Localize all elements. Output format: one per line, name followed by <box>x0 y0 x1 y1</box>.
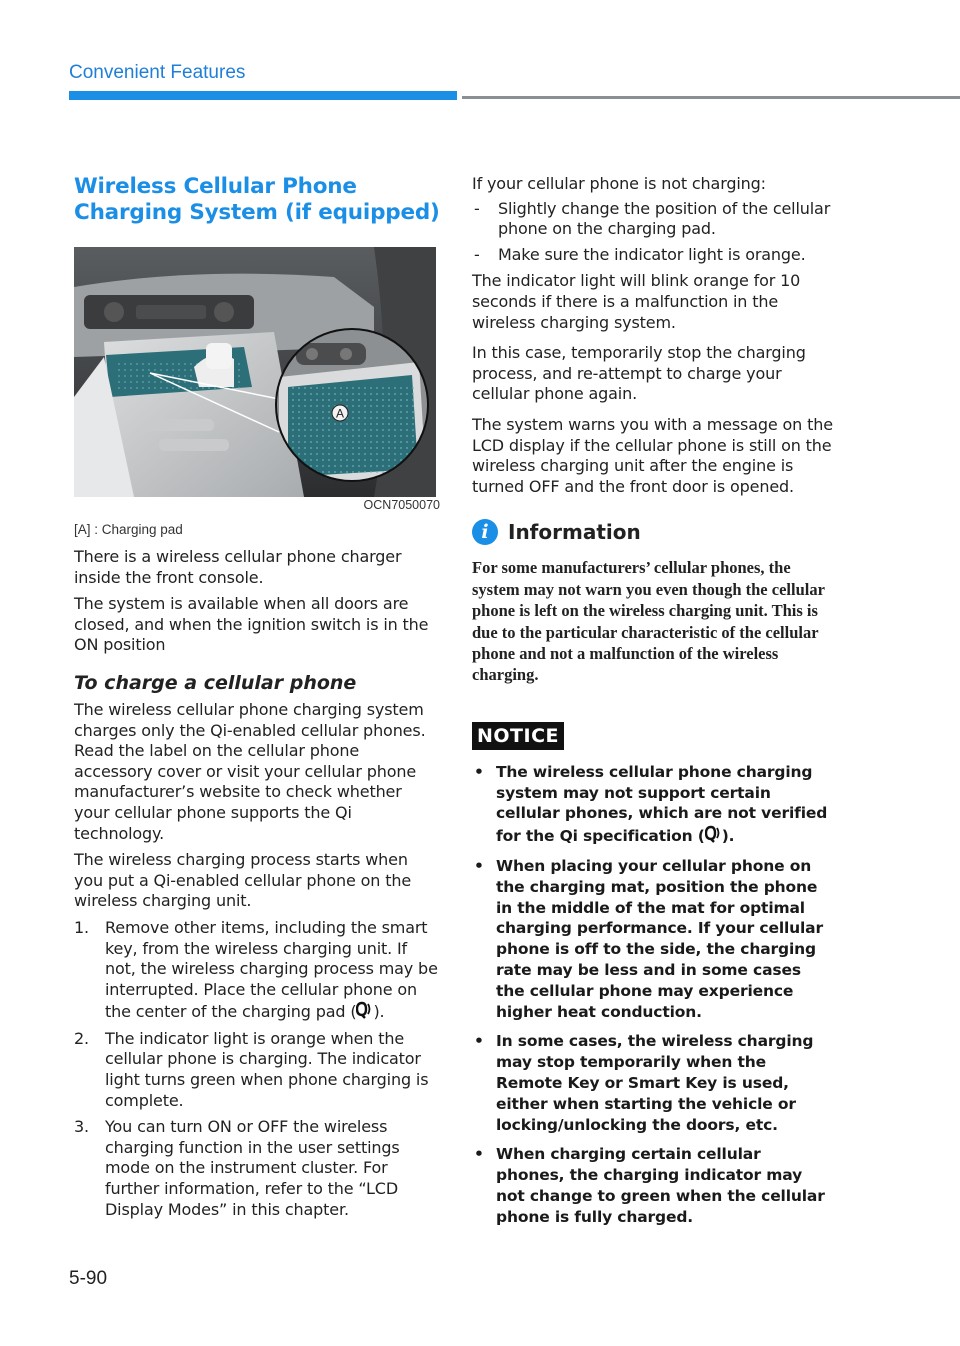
step-text-main: Remove other items, including the smart key, from the wireless charging unit. If not, the wireless charging process may be interrupted. Place the cellular phone on the center of the charging pad ( <box>105 917 438 1022</box>
step-text-end: ). <box>373 1002 385 1022</box>
step-number: 1. <box>74 917 89 937</box>
intro-paragraph: The system is available when all doors are closed, and when the ignition switch is in the ON position <box>74 594 429 655</box>
header-rule-gray <box>462 96 960 99</box>
list-item <box>74 1117 440 1220</box>
list-item: • The wireless cellular phone charging system may not support certain cellular phones, which are not verified for the Qi specification ( ). <box>472 762 834 847</box>
not-charging-paragraph: The system warns you with a message on the LCD display if the cellular phone is still on the wireless charging unit after the engine is turned OFF and the front door is opened. <box>472 414 833 496</box>
intro-paragraph: There is a wireless cellular phone charger inside the front console. <box>74 547 402 587</box>
figure-code: OCN7050070 <box>363 498 440 512</box>
list-item: • When placing your cellular phone on the charging mat, position the phone in the middle of the mat for optimal charging performance. If your cellular phone is off to the side, the charging rate may be less and in some cases the cellular phone may experience higher heat conduction. <box>472 856 834 1022</box>
charge-paragraph: The wireless charging process starts when you put a Qi-enabled cellular phone on the wireless charging unit. <box>74 850 412 911</box>
information-title: Information <box>508 520 641 545</box>
charge-steps <box>74 918 440 1220</box>
info-icon: i <box>472 519 498 545</box>
left-column <box>74 174 440 1226</box>
list-item <box>74 918 440 1023</box>
notice-text-main: The wireless cellular phone charging system may not support certain cellular phones, which are not verified for the Qi specification ( <box>496 762 828 846</box>
list-item: • In some cases, the wireless charging may stop temporarily when the Remote Key or Smart Key is used, either when starting the vehicle or locking/unlocking the doors, etc. <box>472 1031 834 1135</box>
page-title: Wireless Cellular Phone Charging System (if equipped) <box>74 174 440 225</box>
section-header: Convenient Features <box>69 62 246 83</box>
not-charging-paragraph: The indicator light will blink orange for 10 seconds if there is a malfunction in the wireless charging system. <box>472 271 801 332</box>
charge-paragraph: The wireless cellular phone charging system charges only the Qi-enabled cellular phones. Read the label on the cellular phone accessory cover or visit your cellular phone manufacturer’s website to check whether your cellular phone supports the Qi technology. <box>74 699 426 843</box>
step-text: The indicator light is orange when the cellular phone is charging. The indicator light turns green when phone charging is complete. <box>105 1028 429 1110</box>
step-text <box>105 918 440 1023</box>
right-column <box>472 174 834 1236</box>
notice-text: When charging certain cellular phones, the charging indicator may not change to green when the cellular phone is fully charged. <box>496 1145 825 1226</box>
step-number: 3. <box>74 1117 89 1137</box>
callout-label: A <box>335 406 345 421</box>
notice-text: When placing your cellular phone on the charging mat, position the phone in the middle of the mat for optimal charging performance. If your cellular phone is off to the side, the charging rate may be less and in some cases the cellular phone may experience higher heat conduction. <box>496 856 823 1021</box>
subheading-charge: To charge a cellular phone <box>74 671 357 694</box>
not-charging-lead: If your cellular phone is not charging: <box>472 174 766 193</box>
console-illustration <box>74 247 436 497</box>
list-item <box>74 1029 440 1111</box>
information-body: For some manufacturers’ cellular phones, the system may not warn you even though the cellular phone is left on the wireless charging unit. This is due to the particular characteristic of the cellular phone and not a malfunction of the wireless charging. <box>472 558 825 685</box>
notice-text <box>496 762 834 847</box>
notice-text-end: ). <box>721 827 735 846</box>
figure-caption: [A] : Charging pad <box>74 522 183 537</box>
step-text: You can turn ON or OFF the wireless charging function in the user settings mode on the instrument cluster. For further information, refer to the “LCD Display Modes” in this chapter. <box>105 1117 400 1219</box>
not-charging-paragraph: In this case, temporarily stop the charging process, and re-attempt to charge your cellular phone again. <box>472 343 806 404</box>
list-item-text: Slightly change the position of the cellular phone on the charging pad. <box>498 198 831 239</box>
list-item-text: Make sure the indicator light is orange. <box>498 244 806 264</box>
list-item: - Slightly change the position of the cellular phone on the charging pad. <box>472 199 834 240</box>
console-figure <box>74 247 436 497</box>
header-rule-blue <box>69 91 457 100</box>
list-item: - Make sure the indicator light is orange. <box>474 244 806 264</box>
notice-badge: NOTICE <box>472 722 564 750</box>
step-number: 2. <box>74 1028 89 1048</box>
page-number: 5-90 <box>69 1268 108 1289</box>
notice-text: In some cases, the wireless charging may stop temporarily when the Remote Key or Smart Key is used, either when starting the vehicle or locking/unlocking the doors, etc. <box>496 1032 814 1134</box>
list-item: • When charging certain cellular phones, the charging indicator may not change to green when the cellular phone is fully charged. <box>472 1144 834 1227</box>
information-heading <box>472 519 834 545</box>
not-charging-list <box>472 199 834 266</box>
notice-list <box>472 762 834 1228</box>
qi-charging-icon <box>705 824 722 844</box>
qi-charging-icon <box>356 1000 373 1020</box>
